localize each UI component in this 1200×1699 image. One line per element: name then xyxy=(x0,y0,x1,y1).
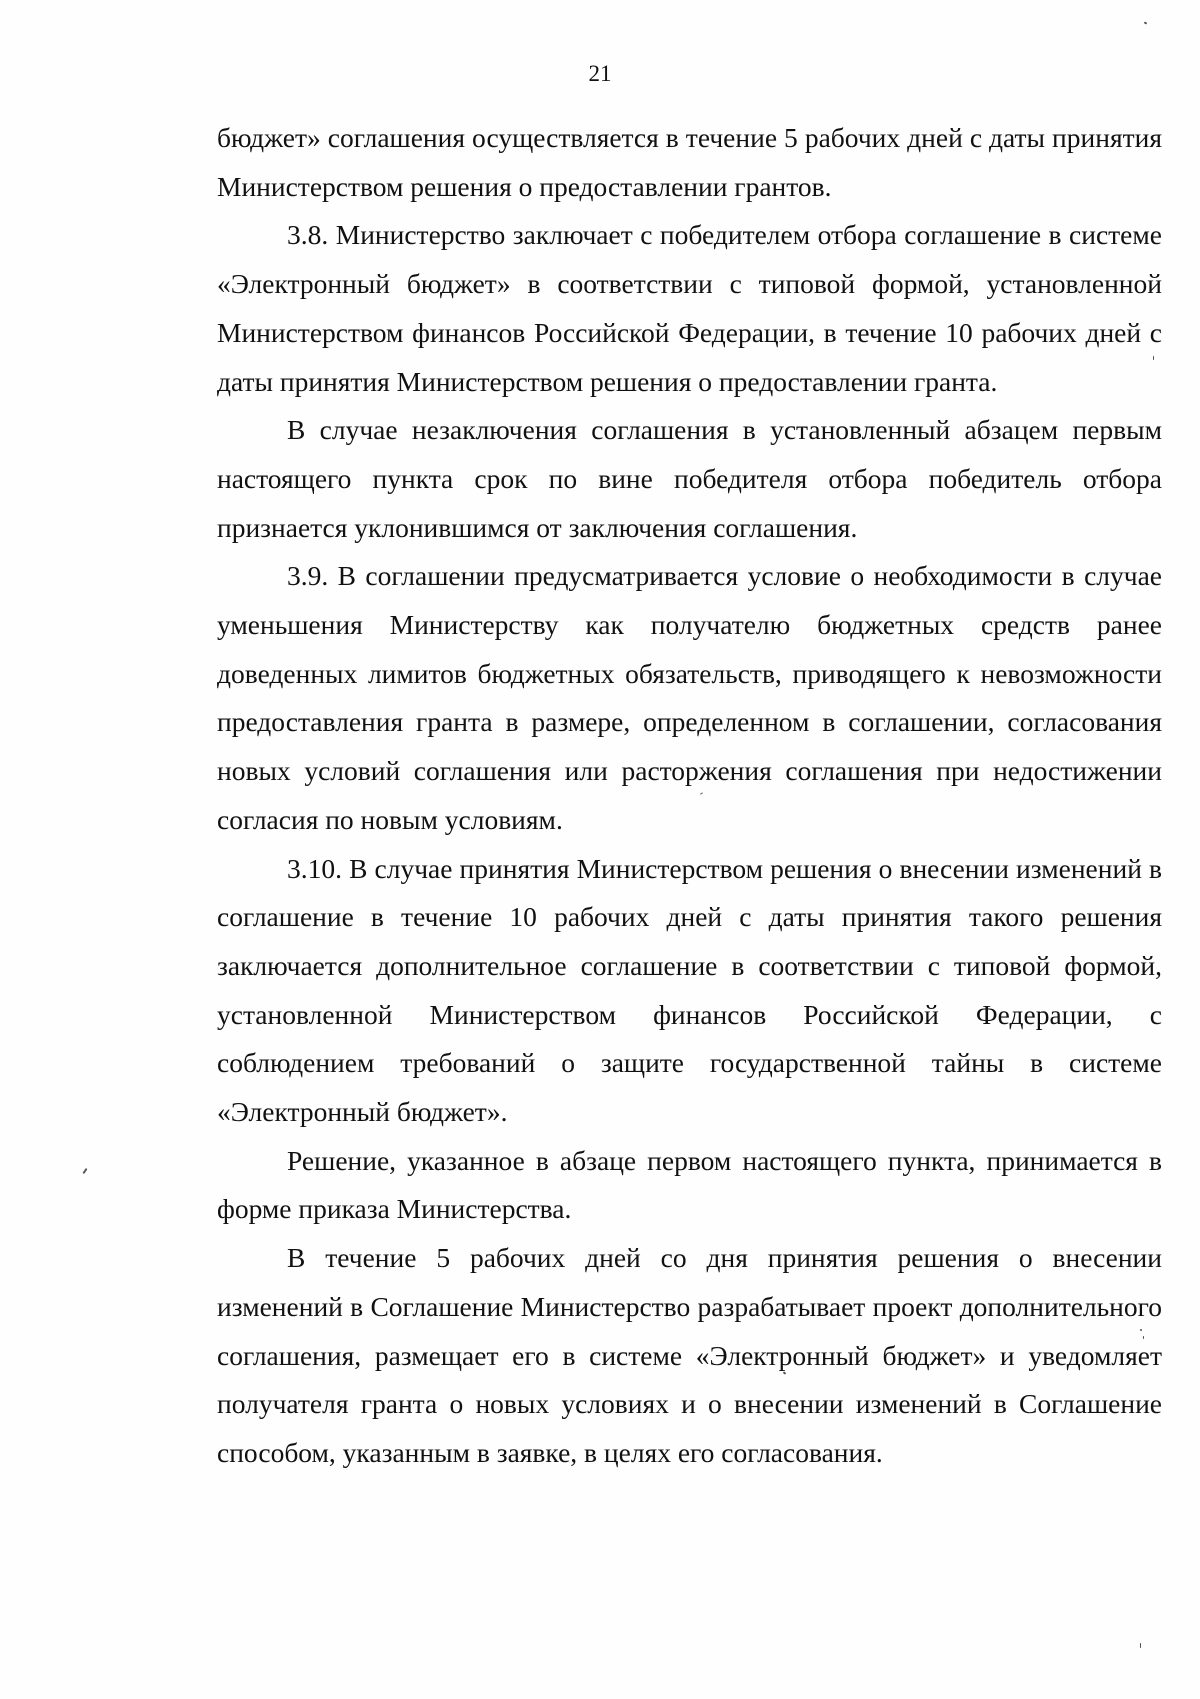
scan-speck xyxy=(1140,1643,1141,1648)
scan-speck xyxy=(1140,1329,1142,1331)
document-body xyxy=(217,114,1162,1478)
scan-speck xyxy=(82,1168,87,1174)
paragraph-3-10-amendment: В течение 5 рабочих дней со дня принятия решения о внесении изменений в Соглашение Министерство разрабатывает проект дополнительного соглашения, размещает его в системе «Электронный бюджет» и уведомляет получателя гранта о новых условиях и о внесении изменений в Соглашение способом, указанным в заявке, в целях его согласования. xyxy=(217,1242,1162,1468)
scan-speck xyxy=(1144,21,1148,24)
paragraph-3-8: 3.8. Министерство заключает с победителем отбора соглашение в системе «Электронный бюджет» в соответствии с типовой формой, установленной Министерством финансов Российской Федерации, в течение 10 рабочих дней с даты принятия Министерством решения о предоставлении гранта. xyxy=(217,219,1162,397)
paragraph-3-10: 3.10. В случае принятия Министерством решения о внесении изменений в соглашение в течение 10 рабочих дней с даты принятия такого решения заключается дополнительное соглашение в соответствии с типовой формой, установленной Министерством финансов Российской Федерации, с соблюдением требований о защите государственной тайны в системе «Электронный бюджет». xyxy=(217,852,1162,1128)
scan-speck xyxy=(1143,1336,1144,1339)
scan-speck xyxy=(1153,356,1154,360)
page-number: 21 xyxy=(588,61,612,86)
paragraph-3-10-decision: Решение, указанное в абзаце первом настоящего пункта, принимается в форме приказа Министерства. xyxy=(217,1144,1162,1225)
paragraph-3-9: 3.9. В соглашении предусматривается условие о необходимости в случае уменьшения Министерству как получателю бюджетных средств ранее доведенных лимитов бюджетных обязательств, приводящего к невозможности предоставления гранта в размере, определенном в соглашении, согласования новых условий соглашения или расторжения соглашения при недостижении согласия по новым условиям. xyxy=(217,560,1162,835)
paragraph-continuation: бюджет» соглашения осуществляется в течение 5 рабочих дней с даты принятия Министерством решения о предоставлении грантов. xyxy=(217,122,1162,202)
paragraph-3-8-non-conclusion: В случае незаключения соглашения в установленный абзацем первым настоящего пункта срок по вине победителя отбора победитель отбора признается уклонившимся от заключения соглашения. xyxy=(217,414,1162,543)
